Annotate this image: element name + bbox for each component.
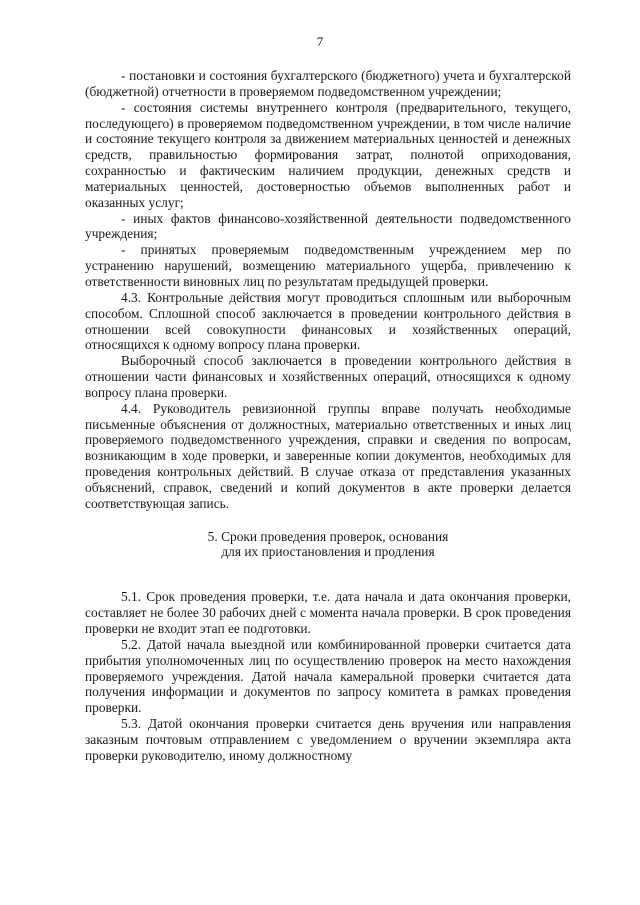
paragraph-selective-method: Выборочный способ заключается в проведении контрольного действия в отношении части финансовых и хозяйственных операций, относящихся к одному вопросу плана проверки. [85, 353, 571, 400]
section-heading [85, 529, 571, 561]
section-heading-line2: для их приостановления и продления [221, 544, 435, 560]
paragraph-4-3: 4.3. Контрольные действия могут проводиться сплошным или выборочным способом. Сплошной способ заключается в проведении контрольного действия в отношении всей совокупности финансовых и хозяйственных операций, относящихся к одному вопросу плана проверки. [85, 289, 571, 353]
document-body [85, 68, 571, 764]
section-heading-line1: 5. Сроки проведения проверок, основания [207, 528, 449, 544]
paragraph-internal-control: - состояния системы внутреннего контроля (предварительного, текущего, последующего) в проверяемом подведомственном учреждении, в том числе наличие и состояние текущего контроля за движением материальных ценностей и денежных средств, правильностью формирования затрат, полнотой оприходования, сохранностью и фактическим наличием продукции, денежных средств и материальных ценностей, достоверностью объемов выполненных работ и оказанных услуг; [85, 99, 571, 210]
paragraph-4-4: 4.4. Руководитель ревизионной группы вправе получать необходимые письменные объяснения от должностных, материально ответственных и иных лиц проверяемого подведомственного учреждения, справки и сведения по вопросам, возникающим в ходе проверки, и заверенные копии документов, необходимых для проведения контрольных действий. В случае отказа от представления указанных объяснений, справок, сведений и копий документов в акте проверки делается соответствующая запись. [85, 400, 571, 511]
paragraph-5-2: 5.2. Датой начала выездной или комбинированной проверки считается дата прибытия уполномоченных лиц по осуществлению проверок на место нахождения проверяемого учреждения. Датой начала камеральной проверки считается дата получения информации и документов по запросу комитета в рамках проведения проверки. [85, 636, 571, 716]
paragraph-other-facts: - иных фактов финансово-хозяйственной деятельности подведомственного учреждения; [85, 210, 571, 242]
paragraph-5-3: 5.3. Датой окончания проверки считается день вручения или направления заказным почтовым отправлением с уведомлением о вручении экземпляра акта проверки руководителю, иному должностному [85, 716, 571, 763]
page-number: 7 [316, 34, 324, 49]
paragraph-5-1: 5.1. Срок проведения проверки, т.е. дата начала и дата окончания проверки, составляет не более 30 рабочих дней с момента начала проверки. В срок проведения проверки не входит этап ее подготовки. [85, 589, 571, 636]
paragraph-measures-taken: - принятых проверяемым подведомственным учреждением мер по устранению нарушений, возмещению материального ущерба, привлечению к ответственности виновных лиц по результатам предыдущей проверки. [85, 242, 571, 289]
paragraph-accounting-status: - постановки и состояния бухгалтерского (бюджетного) учета и бухгалтерской (бюджетной) отчетности в проверяемом подведомственном учреждении; [85, 68, 571, 99]
